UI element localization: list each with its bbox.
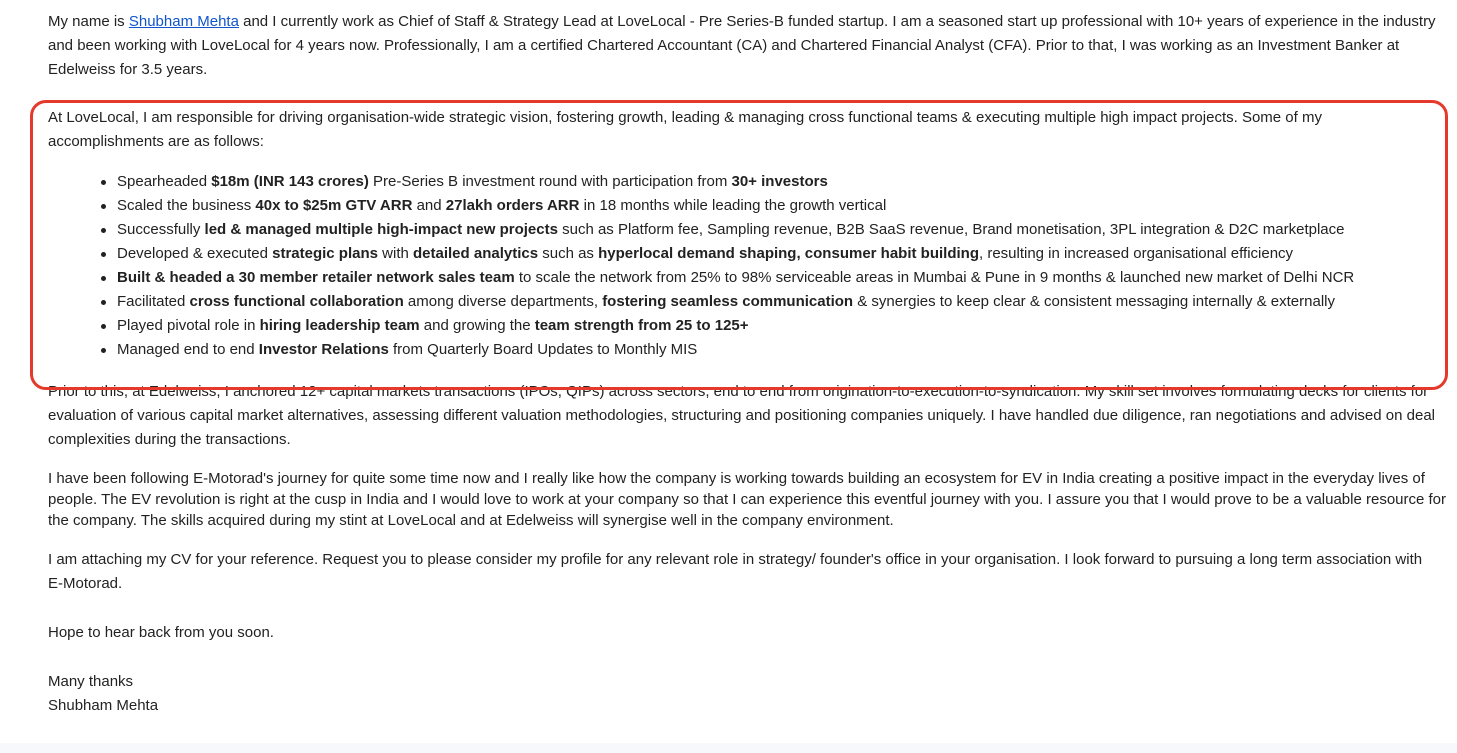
list-item: Successfully led & managed multiple high-impact new projects such as Platform fee, Sampling revenue, B2B SaaS revenue, Brand monetisation, 3PL integration & D2C marketplace (117, 218, 1448, 242)
list-item: Scaled the business 40x to $25m GTV ARR and 27lakh orders ARR in 18 months while leading the growth vertical (117, 194, 1448, 218)
closing-line: Hope to hear back from you soon. (48, 624, 274, 641)
list-item: Developed & executed strategic plans with detailed analytics such as hyperlocal demand shaping, consumer habit building, resulting in increased organisational efficiency (117, 242, 1448, 266)
lovelocal-intro-paragraph: At LoveLocal, I am responsible for driving organisation-wide strategic vision, fostering growth, leading & managing cross functional teams & executing multiple high impact projects. Some of my accomplishments are as follows: (48, 109, 1322, 150)
list-item: Built & headed a 30 member retailer network sales team to scale the network from 25% to 98% serviceable areas in Mumbai & Pune in 9 months & launched new market of Delhi NCR (117, 266, 1427, 290)
emotorad-paragraph: I have been following E-Motorad's journey for quite some time now and I really like how the company is working towards building an ecosystem for EV in India creating a positive impact in the everyday lives of people. The EV revolution is right at the cusp in India and I would love to work at your company so that I can experience this eventful journey with you. I assure you that I would prove to be a valuable resource for the company. The skills acquired during my stint at LoveLocal and at Edelweiss will synergise well in the company environment. (48, 470, 1447, 529)
list-item: Spearheaded $18m (INR 143 crores) Pre-Series B investment round with participation from 30+ investors (117, 170, 1448, 194)
email-body (48, 10, 1448, 718)
sender-name-link[interactable]: Shubham Mehta (128, 13, 239, 30)
bottom-strip (0, 743, 1457, 753)
signature-name: Shubham Mehta (48, 697, 159, 714)
intro-paragraph: My name is Shubham Mehta and I currently work as Chief of Staff & Strategy Lead at LoveLocal - Pre Series-B funded startup. I am a seasoned start up professional with 10+ years of experience in the industry and been working with LoveLocal for 4 years now. Professionally, I am a certified Chartered Accountant (CA) and Chartered Financial Analyst (CFA). Prior to that, I was working as an Investment Banker at Edelweiss for 3.5 years. (48, 13, 1436, 78)
list-item: Facilitated cross functional collaboration among diverse departments, fostering seamless communication & synergies to keep clear & consistent messaging internally & externally (117, 290, 1448, 314)
cv-paragraph: I am attaching my CV for your reference. Request you to please consider my profile for any relevant role in strategy/ founder's office in your organisation. I look forward to pursuing a long term association with E-Motorad. (48, 551, 1423, 592)
list-item: Managed end to end Investor Relations from Quarterly Board Updates to Monthly MIS (117, 338, 1448, 362)
list-item: Played pivotal role in hiring leadership team and growing the team strength from 25 to 125+ (117, 314, 1448, 338)
accomplishments-list (48, 170, 1448, 362)
signoff-line: Many thanks (48, 673, 134, 690)
edelweiss-paragraph: Prior to this, at Edelweiss, I anchored 12+ capital markets transactions (IPOs, QIPs) across sectors, end to end from origination-to-execution-to-syndication. My skill set involves formulating decks for clients for evaluation of various capital market alternatives, assessing different valuation methodologies, structuring and positioning companies uniquely. I have handled due diligence, ran negotiations and advised on deal complexities during the transactions. (48, 383, 1435, 448)
